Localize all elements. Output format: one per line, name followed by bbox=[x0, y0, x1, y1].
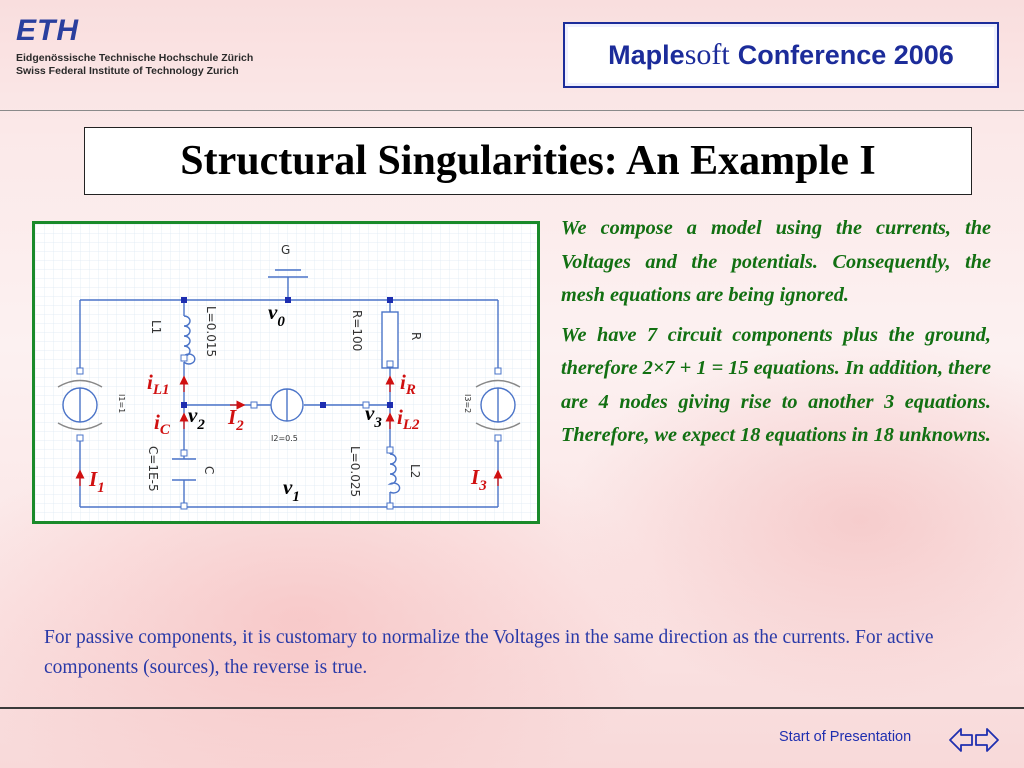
circuit-diagram bbox=[32, 221, 540, 524]
label-v3: $v_3$ bbox=[365, 401, 382, 431]
l1-value: L=0.015 bbox=[204, 306, 218, 358]
explanation-para-2: We have 7 circuit components plus the ground, therefore 2×7 + 1 = 15 equations. In addition, there are 4 nodes giving rise to another 3 equations. Therefore, we expect 18 equations in 18 unknowns. bbox=[561, 323, 991, 446]
current-source-i2 bbox=[271, 389, 303, 421]
label-il2: $i_{L2}$ bbox=[397, 405, 420, 433]
label-ic: $i_C$ bbox=[154, 410, 170, 438]
l1-name: L1 bbox=[149, 320, 163, 335]
label-ir: $i_R$ bbox=[400, 370, 416, 398]
explanation-text bbox=[561, 212, 991, 459]
label-v0: $v_0$ bbox=[268, 300, 285, 330]
footnote-text: For passive components, it is customary to normalize the Voltages in the same direction as the currents. For active components (sources), the reverse is true. bbox=[44, 627, 934, 678]
r-name: R bbox=[409, 332, 423, 341]
start-of-presentation-link[interactable]: Start of Presentation bbox=[779, 729, 912, 745]
label-v2: $v_2$ bbox=[188, 403, 205, 433]
explanation-para-1: We compose a model using the currents, the Voltages and the potentials. Consequently, the mesh equations are being ignored. bbox=[561, 217, 991, 306]
r-value: R=100 bbox=[350, 310, 364, 352]
eth-logo bbox=[16, 16, 253, 78]
slide-title: Structural Singularities: An Example I bbox=[180, 138, 876, 184]
label-i2: $I_2$ bbox=[228, 405, 244, 434]
conference-banner bbox=[563, 22, 999, 88]
ground-label: G bbox=[281, 243, 291, 257]
c-name: C bbox=[202, 466, 216, 475]
i2-source-label: I2=0.5 bbox=[271, 434, 298, 443]
i3-source-label: I3=2 bbox=[463, 394, 472, 414]
l2-name: L2 bbox=[408, 464, 422, 479]
l2-value: L=0.025 bbox=[348, 446, 362, 498]
c-value: C=1E-5 bbox=[146, 446, 160, 492]
footer-divider bbox=[0, 707, 1024, 709]
resistor-r bbox=[382, 312, 398, 368]
label-il1: $i_{L1}$ bbox=[147, 370, 170, 398]
slide-title-box bbox=[84, 127, 972, 195]
eth-logo-line1: Eidgenössische Technische Hochschule Zürich bbox=[16, 52, 254, 64]
eth-logo-line2: Swiss Federal Institute of Technology Zurich bbox=[16, 65, 239, 77]
header-divider bbox=[0, 110, 1024, 111]
label-i3: $I_3$ bbox=[471, 465, 487, 494]
conference-soft: soft bbox=[684, 38, 730, 71]
i1-source-label: I1=1 bbox=[117, 394, 126, 414]
eth-logo-mark: ETH bbox=[16, 14, 79, 47]
navigation-arrows-icon[interactable] bbox=[948, 724, 1000, 756]
label-v1: $v_1$ bbox=[283, 475, 300, 505]
conference-title: Conference 2006 bbox=[737, 39, 954, 70]
conference-maple: Maple bbox=[608, 39, 685, 70]
label-i1: $I_1$ bbox=[89, 467, 105, 496]
